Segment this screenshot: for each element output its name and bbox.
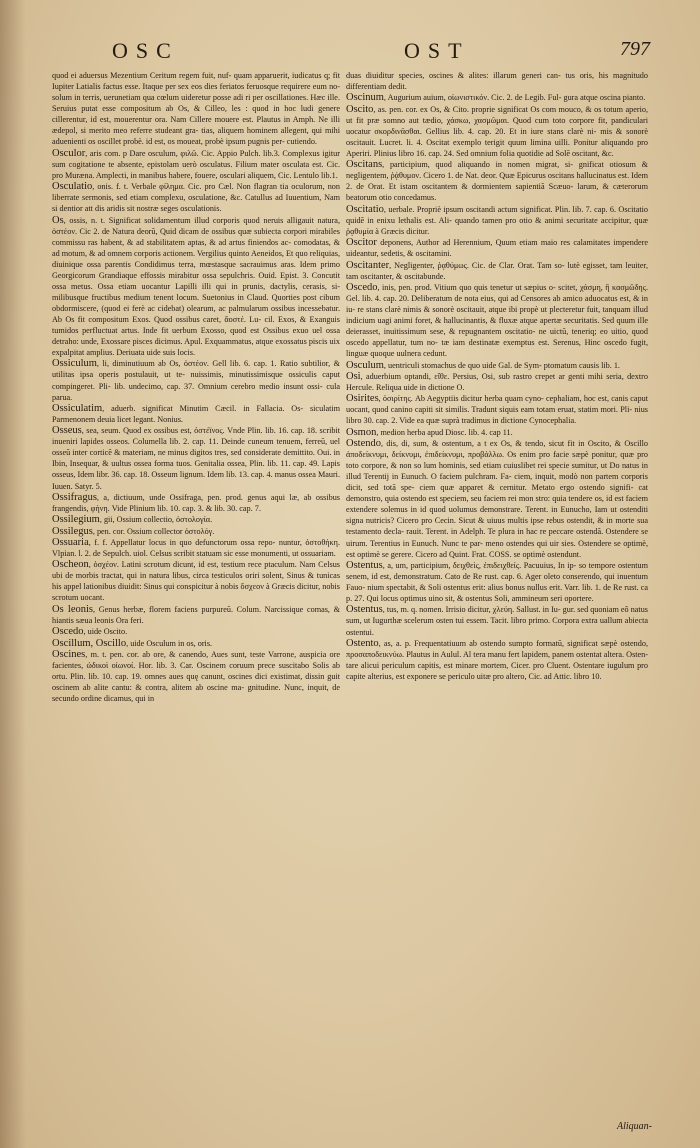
entry-headword: Oscines [52, 648, 86, 660]
dictionary-entry [346, 360, 648, 371]
dictionary-entry [52, 526, 340, 537]
dictionary-entry [52, 215, 340, 359]
dictionary-entry [52, 537, 340, 559]
entry-text: , aris com. p Dare osculum, φιλῶ. Cic. Appio Pulch. lib.3. Complexus igitur sum cogitatione te absente, epistolam uerò osculatus. Filium mater osculata est. Cic. pro Muræna. Amplecti, in manibus habere, fouere, osculari aliquem, Cic. Lentulo lib.1. [52, 148, 340, 180]
entry-headword: Oscitatio [346, 203, 384, 215]
entry-text: , aduerbium optandi, εἴθε. Persius, Osi, sub rastro crepet ar genti mihi seria, dextro Hercule. Reliqua uide in dictione O. [346, 371, 648, 392]
entry-headword: Ostendo [346, 438, 381, 450]
entry-headword: Osseus [52, 425, 82, 437]
entry-text: , as. pen. cor. ex Os, & Cito. proprie significat Os com mouco, & os totum aperio, ut fit præ somno aut tædio, χάσκω, χασμῶμαι. Quod cum toto corpore fit, pandiculari uocatur σκορδινᾶσθαι. Gellius lib. 4. cap. 20. Et in iure stans clarè ni- mis & sonorè oscitauit. Lucret. li. 4. Oscitat exemplo terigit quum limina uilli. Ponitur aliquando pro Aperiri. Plinius libro 16. cap. 24. Sed omnium folia quotidie ad Solē oscitant, &c. [346, 104, 648, 158]
entry-text: , medion herba apud Diosc. lib. 4. cap 11. [376, 427, 513, 437]
dictionary-entry [346, 393, 648, 426]
entry-headword: Oscinum [346, 92, 384, 104]
dictionary-entry [52, 425, 340, 491]
dictionary-entry [346, 70, 648, 92]
dictionary-entry [52, 492, 340, 514]
entry-headword: Osculatio [52, 181, 93, 193]
entry-headword: Osirites [346, 393, 379, 405]
entry-text: , sea, seum. Quod ex ossibus est, ὀστέϊνος. Vnde Plin. lib. 16. cap. 18. scribit inueniri lapides osseos. Columella lib. 2. cap. 11. Deinde cuneum tenuem, ferreũ, uel osseũ inter corticẽ & materiam, ne minus digitos tres, sed considerate demittito. Oui. in Ibin, Insequar, & uultus ossea forma tuos. Genitalia ossea, Plin. lib. 11. cap. 49. Lapis osseus, Idem libr. 36. cap. 18. Osseum lignum. Idem lib. 13. cap. 4. manus ossea Mauri. Iuuen. Satyr. 5. [52, 426, 340, 491]
entry-text: , pen. cor. Ossium collector ὀστολόγ. [92, 526, 215, 536]
entry-headword: Oscheon [52, 559, 89, 571]
entry-text: , uide Oscito. [83, 627, 128, 637]
entry-text: , m. t. pen. cor. ab ore, & canendo, Aues sunt, teste Varrone, auspicia ore facientes, ὠδικοὶ οἰωνοί. Hor. lib. 3. Car. Oscinem coruum prece suscitabo Solis ab ortu. Plin. lib. 10. cap. 19. omnes aues quę canunt, oscines dici existimat, dissin guit oscinem ab alite cantu: & contra, alitem ab oscine ma- gnitudine. Nunc, inquit, de secundo ordine dicamus, qui in [52, 649, 340, 704]
entry-headword: Oscitanter [346, 259, 390, 271]
entry-text: , tus, m. q. nomen. Irrisio dicitur, χλεύη. Sallust. in Iu- gur. sed quoniam eô natus sum, ut Iugurthæ scelerum osten tui essem. Tacit. libro primo. Corpora extra uallum abiecta ostentui. [346, 605, 648, 637]
entry-text: , inis, pen. prod. Vitium quo quis tenetur ut sæpius o- scitet, χάσμη, ἢ κασμῶδης. Gel. lib. 4. cap. 20. Deliberatum de nota eius, qui ad Censores ab amico aduocatus est, & in iu- re stans clarè nimis & sonorè oscitauit, atque ibi propè ut plecteretur fuit, tanquam illud indicium uagi animi foret, & hallucinantis, & fluxæ atque apertæ securitatis. Sed quum ille deierasset, inuitissimum sese, & repugnantem oscitatio- ne uictũ, teneriq; eo uitio, quod oscedo appellatur, tum no- tæ iam destinatæ exemptus est. Serenus, Hinc oscedo fugit, linguæ quoque uulnera cedunt. [346, 282, 648, 359]
dictionary-entry [346, 104, 648, 159]
entry-headword: Ostento [346, 637, 379, 649]
dictionary-entry [346, 604, 648, 637]
dictionary-entry [346, 638, 648, 682]
dictionary-entry [346, 92, 648, 103]
dictionary-entry [346, 282, 648, 359]
entry-text: , ὀσιρίτης. Ab Aegyptiis dicitur herba quam cyno- cephaliam, hoc est, canis caput uocant, quod canino capiti sit similis. Tradunt siquis eam totam eruat, statim mori. Pli- nius libro 30. cap. 2. Vide ea quæ suprà tradimus in dictione Cynocephalia. [346, 394, 648, 426]
entry-headword: Ossilegus [52, 525, 93, 537]
entry-text: , f. f. Appellatur locus in quo defunctorum ossa repo- nuntur, ὀστοθήκη. Vlpian. l. 2. de Sepulch. uiol. Celsus scribit statuam sic esse monumenti, ut ossuariam. [52, 537, 340, 558]
entry-text: , as, a. p. Frequentatiuum ab ostendo sumpto formatū, significat sæpè ostendo, προσαποδεικνύω. Plautus in Aulul. Al tera manu fert lapidem, panem ostentat altera. Osten- tare alicui periculum capitis, est minare mortem, Cicer. pro Cluent. Ostentare iugulum pro capite alterius, est exponere se periculo uitæ pro altero, Cic. ad Attic. libro 10. [346, 638, 648, 681]
entry-text: duas diuiditur species, oscines & alites: illarum generi can- tus oris, his magnitudo differentiam dedit. [346, 71, 648, 92]
entry-text: , dis, di, sum, & ostentum, a t ex Os, & tendo, sicut fit in Oscito, & Oscillo ἀποδείκνυμι, δείκνυμι, ἐπιδείκνυμι, προβάλλω. Os enim pro facie sæpè ponitur, quæ pro toto corpore, & non so lum hominis, sed etiam cuiuslibet rei specie sumitur, ut Do natus in illud Terentij in Eunuch. O faciem pulchram. Fa- ciem, inquit, modò non partem corporis dicit, sed totā spe- ciem quæ apparet & cernitur. Metato ergo ostendo signifi- cat demonstro, quia ostendo est speciem, seu faciem rei mon stro: quia tendere os, id est faciem extendere solemus in id quod uolumus demonstrare. Terent. in Eunucho, Iam ut ostenditi signa nutricis? Cicero pro Cecin. Sicut & uiuus multis ipse rebus ostendit, & in morte sua testamento decla- rauit. Terent. in Adelph. Te plura in hac re peccare ostendã. Ostendere se uirum. Terentius in Eunuch. Nunc te par- meno ostendes qui uir sies. Ostendere se optimè, est optimè se gerere. Cicero ad Quint. Frat. COSS. se optimè ostendunt. [346, 439, 648, 559]
entry-headword: Oscito [346, 103, 374, 115]
entry-text: , uentriculi stomachus de quo uide Gal. de Sym- ptomatum causis lib. 1. [383, 360, 620, 370]
entry-headword: Os leonis [52, 603, 93, 615]
entry-headword: Oscillum, Oscillo [52, 637, 127, 649]
gutter-shadow [0, 0, 26, 1148]
running-head-left: OSC [112, 38, 179, 63]
page-number: 797 [620, 38, 650, 60]
entry-text: , aduerb. significat Minutim Cæcil. in Fallacia. Os- siculatim Parmenonem deuia licet legant. Nonius. [52, 403, 340, 424]
dictionary-entry [52, 70, 340, 147]
entry-text: , Genus herbæ, florem faciens purpureũ. Colum. Narcissique comas, & hiantis sæua leonis Ora feri. [52, 604, 340, 625]
entry-text: , Augurium auium, οἰωνιστικόν. Cic. 2. de Legib. Ful- gura atque oscina pianto. [383, 93, 646, 103]
entry-headword: Osculor [52, 147, 86, 159]
entry-text: , participium, quod aliquando in nomen migrat, si- gnificat otiosum & negligentem, ῥᾴθυμον. Cicero 1. de Nat. deor. Quæ Epicurus oscitans hallucinatus est. Idem 2. de Orat. Et istam oscitantem & dormientem sapientiã Scæuo- larum, & cæterorum beatorum otio concedamus. [346, 160, 648, 203]
entry-text: , ossis, n. t. Significat solidamentum illud corporis quod neruis alligauit natura, ὀστέον. Cic 2. de Natura deorũ, Quid dicam de ossibus quæ subiecta corpori mirabiles commissu ras habent, & ad stabilitatem aptas, & ad artus finiendos ac- comodatas, & ad motum, & ad omnem corporis actionem. Vergilius quinto Aeneidos, Et quo reliquias, diuinique ossa parentis Condidimus terra, mœstasque sacrauimus aras. Idem primo Georgicorum Grandiaque effossis mirabitur ossa sepulchris. Ouid. Epist. 3. Concutit ossa metus. Ossa etiam uocantur Lapilli illi qui in prunis, dactylis, cerasis, si- milibusque fructibus medium tenent locum. Suetonius in Claud. Quorties post cibum obdormiscere, (quod ei ferè ac cidebat) olearum, ac palmularum ossibus incessebatur. Ab Os fit compositum Exos. Quod ossibus caret, ἄοστέ. Lu- cil. Exos, & Exanguis tumidos perfluctuat artus. Inde fit uerbum Exosso, quod est Ossibus exuo uel ossa detraho: unde, Exossare pisces dicimus. Apul. Exquammatus, atque exossatus piscis uix expalpitat amplius. Deriuata uide suis locis. [52, 215, 340, 358]
entry-headword: Ossifragus [52, 491, 97, 503]
dictionary-entry [52, 604, 340, 626]
entry-headword: Ostentus [346, 604, 383, 616]
entry-headword: Ostentus [346, 559, 383, 571]
entry-headword: Oscitor [346, 237, 377, 249]
dictionary-entry [346, 427, 648, 438]
entry-headword: Osi [346, 370, 361, 382]
dictionary-entry [52, 559, 340, 603]
dictionary-entry [52, 638, 340, 649]
running-head [50, 38, 660, 70]
catchword: Aliquan- [617, 1121, 652, 1132]
dictionary-entry [346, 159, 648, 203]
entry-headword: Ossilegium [52, 514, 100, 526]
dictionary-entry [346, 560, 648, 604]
entry-headword: Osculum [346, 359, 384, 371]
dictionary-entry [52, 626, 340, 637]
entry-text: , ὀσχέον. Latini scrotum dicunt, id est, testium rece ptaculum. Nam Celsus ubi de morbis tractat, qui in natura libus, circa testiculos oriri solent, Sinus & tunicas his appel lationibus diuidit: Sinus qui conspicitur à nobis ὄσχεον à Græcis dicitur, nobis scrotum uocant. [52, 560, 340, 603]
entry-headword: Oscitans [346, 159, 383, 171]
dictionary-entry [52, 358, 340, 402]
entry-headword: Oscedo [52, 626, 84, 638]
entry-text: , Negligenter, ῥᾳθύμως. Cic. de Clar. Orat. Tam so- lutè egisset, tam leuiter, tam oscitanter, & oscitabunde. [346, 260, 648, 281]
entry-headword: Osmon [346, 426, 377, 438]
entry-text: , a, um, participium, δειχθεὶς, ἐπιδειχθείς. Pacuuius, In ip- so tempore ostentum senem, id est, demonstratum. Cato de Re rust. cap. 6. Ager oleto conserendo, qui inuentum Fauo- nium spectabit, & Soli ostentus erit: alius bonus nullus erit. Varr. lib. 1. de Re rust. ca p. 27. Qui locus optimus uino sit, & ostentus Soli, ammineum seri oportere. [346, 560, 648, 604]
entry-headword: Ossiculatim [52, 402, 103, 414]
dictionary-entry [52, 148, 340, 181]
dictionary-entry [346, 260, 648, 282]
entry-text: , li, diminutiuum ab Os, ὀστέον. Gell lib. 6. cap. 1. Ratio subtilior, & utilitas ipsa operis postulauit, ut te- nuissimis, minutissimisque ossiculis caput compingeret. Pli- lib. undecimo, cap. 37. Omnium cerebro medio insunt ossi- cula parua. [52, 359, 340, 402]
entry-headword: Oscedo [346, 281, 378, 293]
dictionary-entry [52, 514, 340, 525]
entry-text: , a, dictiuum, unde Ossifraga, pen. prod. genus aqui læ, ab ossibus frangendis, φήνη. Vide Plinium lib. 10. cap. 3. & lib. 30. cap. 7. [52, 492, 340, 513]
entry-headword: Ossiculum [52, 358, 97, 370]
left-column [52, 70, 340, 704]
dictionary-entry [346, 237, 648, 259]
dictionary-entry [52, 403, 340, 425]
dictionary-entry [52, 181, 340, 214]
right-column [346, 70, 648, 682]
entry-text: quod ei aduersus Mezentium Ceritum regem fuit, nuf- quam apparuerit, iudicatus q; fit Iupiter Latialis factus esse. Itaque per sex eos dies feriatos feruosque requirere eum no- solum in terris, uerunetiam qua cœlum uideretur posse adi ri per oscillationes. Hæc ille. Seruius putat esse compositum ab Os, & Cilleo, les : quod in hoc ludi genere cillerentur, id est, mouerentur ora. Nam Cillere mouere est. Plautus in Amph. Ne illi ædepol, si merito meo referre studeant gra- tias, aliquem hominem allegent, qui mihi aduenienti os oscillet probè. id est, os moueat, probè ipsum pugnis per- cutiendo. [52, 71, 340, 147]
dictionary-entry [346, 438, 648, 560]
entry-text: , uerbale. Propriè ipsum oscitandi actum significat. Plin. lib. 7. cap. 6. Oscitatio quidē in enixu lethalis est. Ali- quando tamen pro otio & animi securitate accipitur, quæ ῥᾳθυμία à Græcis dicitur. [346, 204, 648, 236]
entry-text: , gii, Ossium collectio, ὀστολογία. [99, 515, 213, 525]
running-head-right: OST [404, 38, 470, 63]
dictionary-entry [52, 649, 340, 704]
entry-headword: Ossuaria [52, 536, 89, 548]
entry-text: deponens, Author ad Herennium, Quum etiam maio res calamitates impendere uideantur, sedetis, & oscitamini. [346, 238, 648, 259]
entry-text: , onis. f. t. Verbale φίλημα. Cic. pro Cæl. Non flagran tia oculorum, non liberrate sermonis, sed etiam complexu, osculatione, &c. Catullus ad Iuuentium, Nam si dentior att dis aridis sit nostræ seges osculationis. [52, 182, 340, 214]
dictionary-entry [346, 204, 648, 237]
entry-text: , uide Osculum in os, oris. [126, 638, 213, 648]
dictionary-entry [346, 371, 648, 393]
entry-headword: Os [52, 214, 64, 226]
